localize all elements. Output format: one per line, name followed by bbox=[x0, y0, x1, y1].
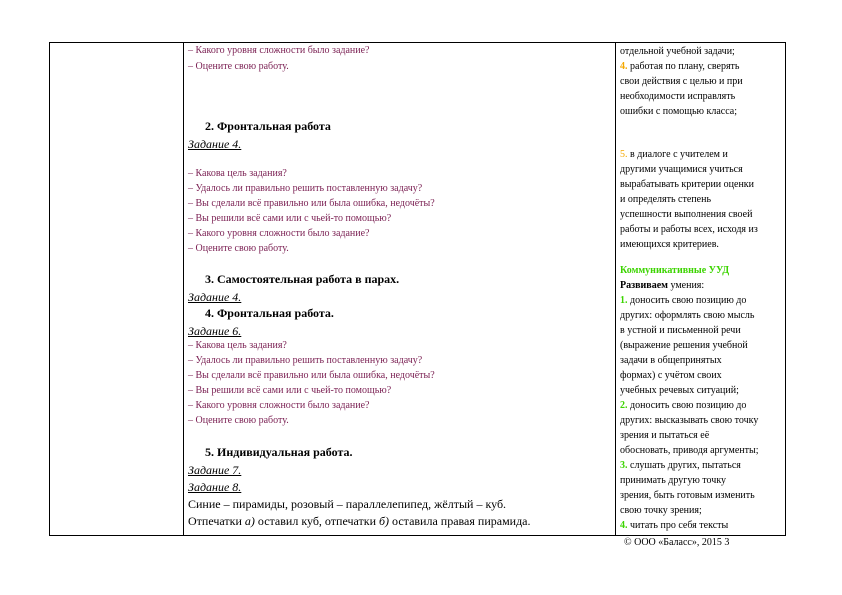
question-line: – Какого уровня сложности было задание? bbox=[188, 400, 370, 411]
lesson-table bbox=[49, 42, 786, 536]
outcome-line: успешности выполнения своей bbox=[620, 209, 753, 220]
question-line: – Вы сделали всё правильно или была ошибка, недочёты? bbox=[188, 370, 435, 381]
activities-column bbox=[183, 43, 615, 535]
outcome-line: задачи в общепринятых bbox=[620, 355, 722, 366]
answer-prints-line: Отпечатки а) оставил куб, отпечатки б) оставила правая пирамида. bbox=[188, 514, 531, 528]
outcome-line: 2. доносить свою позицию до bbox=[620, 400, 747, 411]
task-6-label: Задание 6. bbox=[188, 324, 242, 338]
outcome-line: отдельной учебной задачи; bbox=[620, 46, 735, 57]
outcome-line: 4. работая по плану, сверять bbox=[620, 61, 740, 72]
outcome-line: свои действия с целью и при bbox=[620, 76, 743, 87]
outcome-line: Развиваем умения: bbox=[620, 280, 705, 291]
outcome-line: 4. читать про себя тексты bbox=[620, 520, 729, 531]
outcome-line: 1. доносить свою позицию до bbox=[620, 295, 747, 306]
task-8-label: Задание 8. bbox=[188, 480, 242, 494]
question-line: – Какова цель задания? bbox=[188, 340, 287, 351]
question-line: – Вы сделали всё правильно или была ошибка, недочёты? bbox=[188, 198, 435, 209]
question-line: – Какова цель задания? bbox=[188, 168, 287, 179]
outcome-line: в устной и письменной речи bbox=[620, 325, 741, 336]
outcome-line: другими учащимися учиться bbox=[620, 164, 743, 175]
question-line: – Удалось ли правильно решить поставленную задачу? bbox=[188, 355, 423, 366]
outcome-line: имеющихся критериев. bbox=[620, 239, 719, 250]
outcome-line: других: высказывать свою точку bbox=[620, 415, 759, 426]
outcome-line: (выражение решения учебной bbox=[620, 340, 748, 351]
outcome-line: необходимости исправлять bbox=[620, 91, 736, 102]
question-line: – Какого уровня сложности было задание? bbox=[188, 45, 370, 56]
task-4-label: Задание 4. bbox=[188, 290, 242, 304]
question-line: – Вы решили всё сами или с чьей-то помощью? bbox=[188, 385, 392, 396]
question-line: – Оцените свою работу. bbox=[188, 243, 289, 254]
outcome-line: других: оформлять свою мысль bbox=[620, 310, 755, 321]
section-heading-3: 3. Самостоятельная работа в парах. bbox=[205, 272, 400, 286]
outcome-line: формах) с учётом своих bbox=[620, 370, 722, 381]
answer-colors-line: Синие – пирамиды, розовый – параллелепипед, жёлтый – куб. bbox=[188, 497, 507, 511]
section-heading-5: 5. Индивидуальная работа. bbox=[205, 445, 353, 459]
question-line: – Удалось ли правильно решить поставленную задачу? bbox=[188, 183, 423, 194]
section-heading-4: 4. Фронтальная работа. bbox=[205, 306, 334, 320]
outcome-line: 5. в диалоге с учителем и bbox=[620, 149, 728, 160]
outcome-line: вырабатывать критерии оценки bbox=[620, 179, 755, 190]
copyright-footer: © ООО «Баласс», 2015 3 bbox=[624, 537, 730, 548]
outcome-line: и определять степень bbox=[620, 194, 712, 205]
outcome-line: работы и работы всех, исходя из bbox=[620, 224, 758, 235]
question-line: – Вы решили всё сами или с чьей-то помощью? bbox=[188, 213, 392, 224]
outcome-line: зрения и пытаться её bbox=[620, 430, 710, 441]
question-line: – Оцените свою работу. bbox=[188, 61, 289, 72]
outcome-line: обосновать, приводя аргументы; bbox=[620, 445, 759, 456]
outcome-line: ошибки с помощью класса; bbox=[620, 106, 738, 117]
question-line: – Какого уровня сложности было задание? bbox=[188, 228, 370, 239]
question-line: – Оцените свою работу. bbox=[188, 415, 289, 426]
outcome-line: зрения, быть готовым изменить bbox=[620, 490, 755, 501]
communicative-heading: Коммуникативные УУД bbox=[620, 265, 730, 276]
outcome-line: принимать другую точку bbox=[620, 475, 727, 486]
outcome-line: 3. слушать других, пытаться bbox=[620, 460, 741, 471]
outcome-line: учебных речевых ситуаций; bbox=[620, 385, 739, 396]
section-heading-2: 2. Фронтальная работа bbox=[205, 119, 331, 133]
task-7-label: Задание 7. bbox=[188, 463, 242, 477]
outcomes-column bbox=[615, 43, 787, 535]
outcome-line: свою точку зрения; bbox=[620, 505, 702, 516]
task-4-label: Задание 4. bbox=[188, 137, 242, 151]
